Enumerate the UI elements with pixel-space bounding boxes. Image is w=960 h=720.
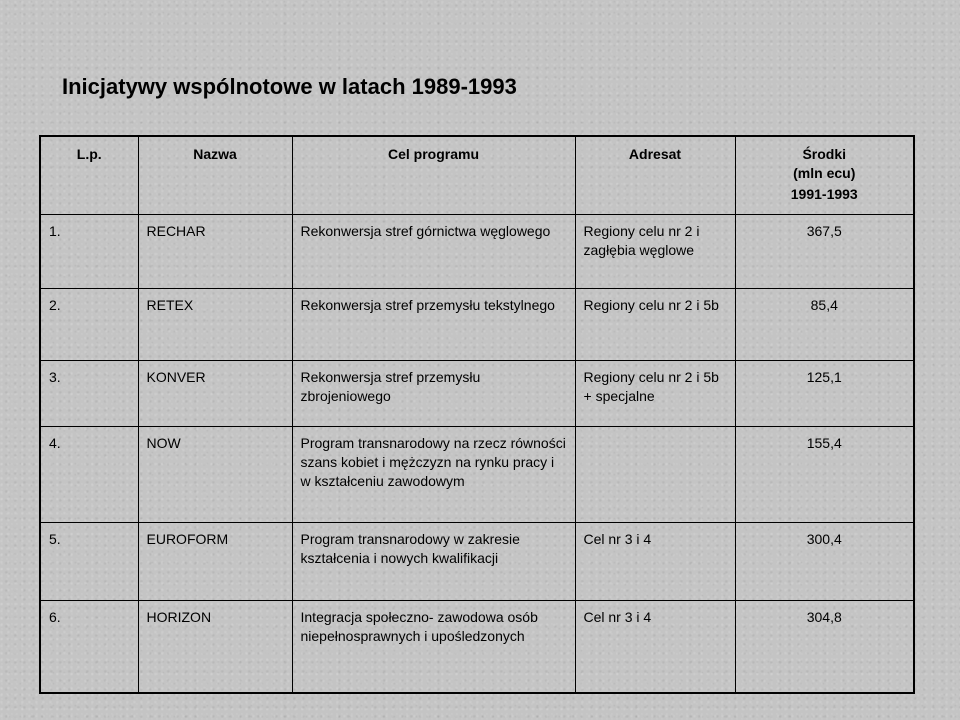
- cell-lp: 3.: [40, 361, 138, 427]
- cell-cel: Rekonwersja stref górnictwa węglowego: [292, 215, 575, 289]
- header-adresat: Adresat: [575, 136, 735, 215]
- cell-nazwa: EUROFORM: [138, 523, 292, 601]
- table-row: [40, 601, 914, 694]
- cell-cel: Rekonwersja stref przemysłu tekstylnego: [292, 289, 575, 361]
- cell-adresat: Regiony celu nr 2 i 5b: [575, 289, 735, 361]
- cell-adresat: Cel nr 3 i 4: [575, 523, 735, 601]
- cell-cel: Integracja społeczno- zawodowa osób niepełnosprawnych i upośledzonych: [292, 601, 575, 694]
- table-row: [40, 289, 914, 361]
- table-row: [40, 215, 914, 289]
- cell-srodki: 155,4: [735, 427, 914, 523]
- header-srodki: [735, 136, 914, 215]
- cell-srodki: 85,4: [735, 289, 914, 361]
- cell-srodki: 300,4: [735, 523, 914, 601]
- table-header-row: [40, 136, 914, 215]
- cell-lp: 1.: [40, 215, 138, 289]
- cell-nazwa: RETEX: [138, 289, 292, 361]
- cell-nazwa: KONVER: [138, 361, 292, 427]
- cell-adresat: Regiony celu nr 2 i zagłębia węglowe: [575, 215, 735, 289]
- table-row: [40, 523, 914, 601]
- cell-cel: Program transnarodowy na rzecz równości szans kobiet i mężczyzn na rynku pracy i w kształceniu zawodowym: [292, 427, 575, 523]
- header-cel: Cel programu: [292, 136, 575, 215]
- cell-adresat: [575, 427, 735, 523]
- header-lp: L.p.: [40, 136, 138, 215]
- cell-lp: 5.: [40, 523, 138, 601]
- cell-adresat: Cel nr 3 i 4: [575, 601, 735, 694]
- cell-lp: 4.: [40, 427, 138, 523]
- page-title: Inicjatywy wspólnotowe w latach 1989-1993: [62, 74, 517, 99]
- table-row: [40, 361, 914, 427]
- cell-srodki: 125,1: [735, 361, 914, 427]
- cell-srodki: 304,8: [735, 601, 914, 694]
- cell-nazwa: HORIZON: [138, 601, 292, 694]
- cell-lp: 6.: [40, 601, 138, 694]
- header-nazwa: Nazwa: [138, 136, 292, 215]
- cell-lp: 2.: [40, 289, 138, 361]
- cell-nazwa: RECHAR: [138, 215, 292, 289]
- cell-cel: Rekonwersja stref przemysłu zbrojeniowego: [292, 361, 575, 427]
- cell-adresat: Regiony celu nr 2 i 5b + specjalne: [575, 361, 735, 427]
- header-srodki-label: Środki: [802, 146, 847, 162]
- header-srodki-unit: (mln ecu): [793, 165, 856, 181]
- cell-srodki: 367,5: [735, 215, 914, 289]
- header-srodki-years: 1991-1993: [790, 186, 858, 202]
- table-row: [40, 427, 914, 523]
- initiatives-table: [39, 135, 915, 694]
- cell-cel: Program transnarodowy w zakresie kształcenia i nowych kwalifikacji: [292, 523, 575, 601]
- cell-nazwa: NOW: [138, 427, 292, 523]
